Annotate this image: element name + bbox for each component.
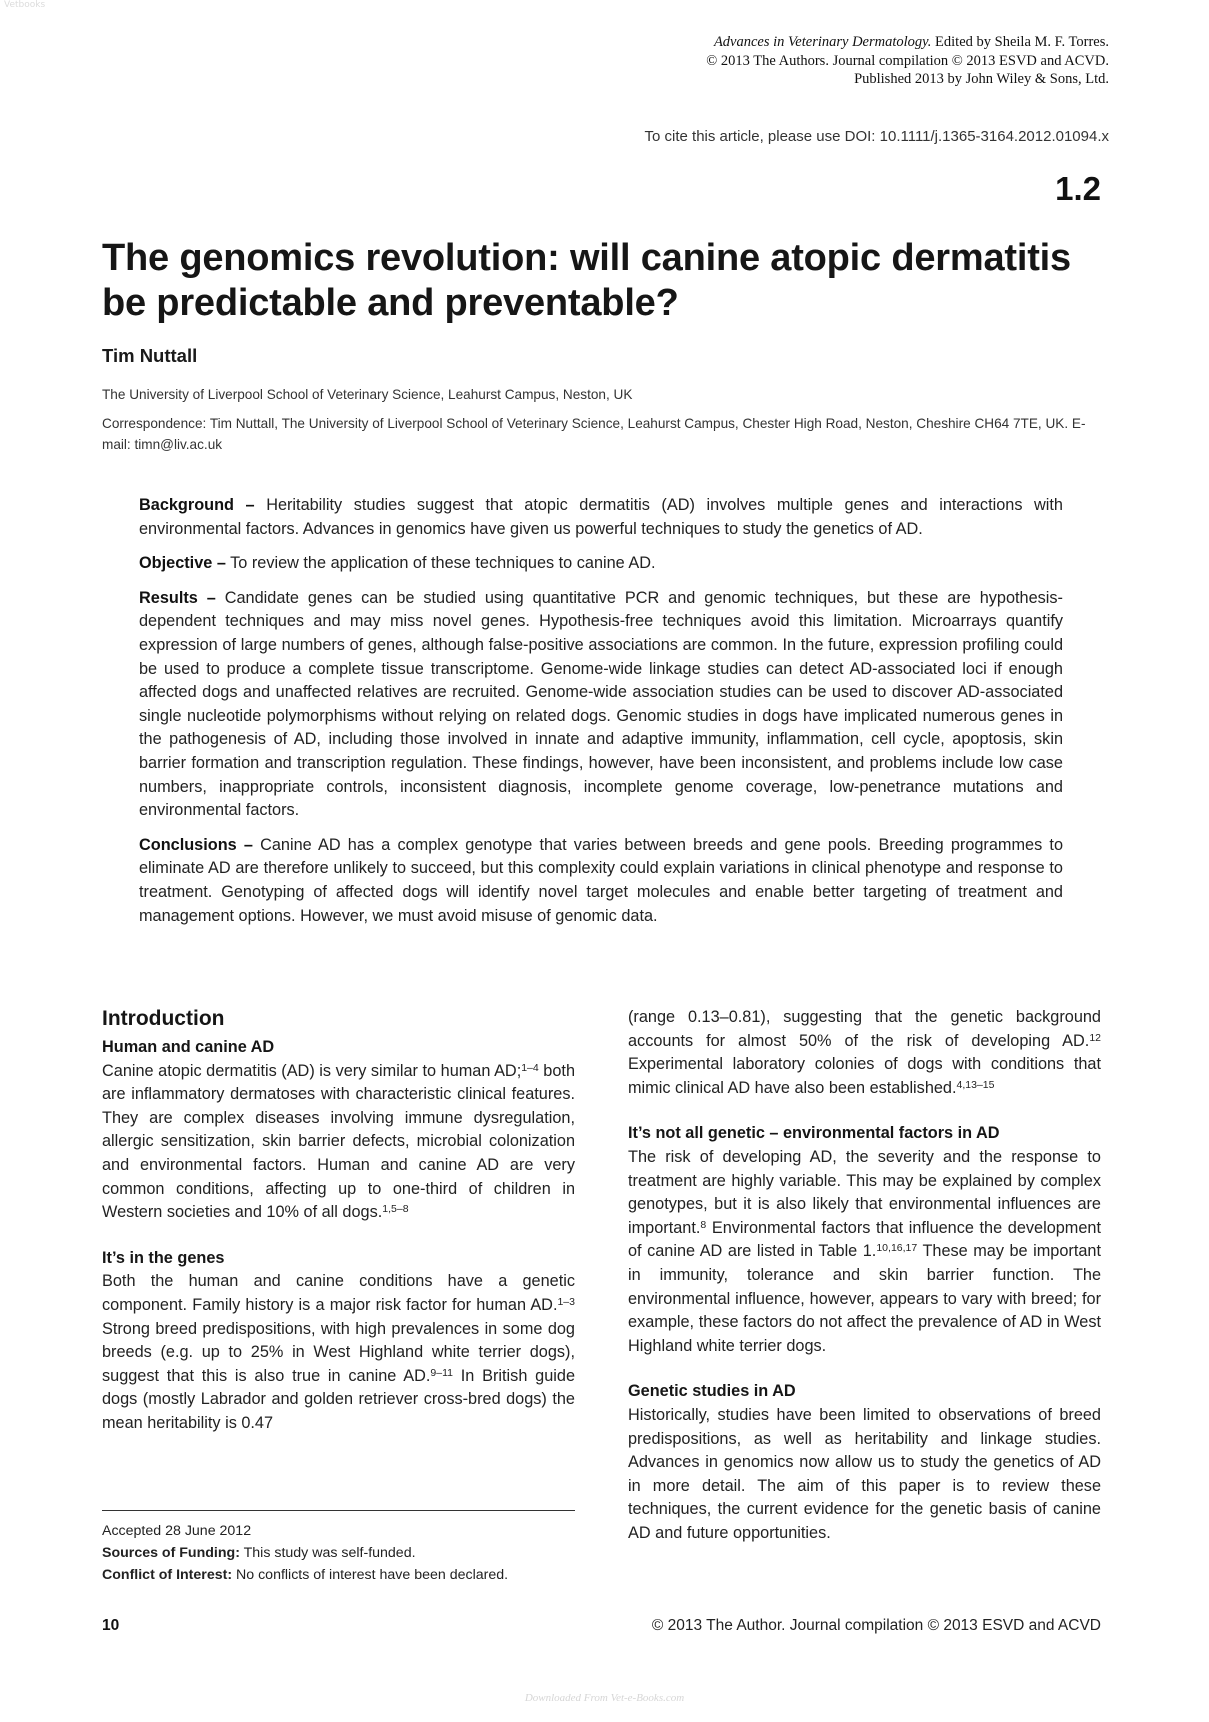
conflict-note xyxy=(102,1564,575,1586)
abstract-results xyxy=(139,587,1063,823)
text: In British guide dogs (mostly Labrador and golden retriever cross-bred dogs) the mean heritability is 0.47 xyxy=(102,1366,575,1432)
title-line-2: be predictable and preventable? xyxy=(102,282,679,324)
funding-text: This study was self-funded. xyxy=(239,1545,416,1561)
left-column xyxy=(102,1004,575,1436)
background-text: Heritability studies suggest that atopic dermatitis (AD) involves multiple genes and interactions with environmental factors. Advances in genomics have given us powerful techniques to study the genetics of AD. xyxy=(139,496,1063,538)
results-text: Candidate genes can be studied using quantitative PCR and genomic techniques, but these are hypothesis-dependent techniques and may miss novel genes. Hypothesis-free techniques avoid this limitation. Microarrays quantify expression of large numbers of genes, although false-positive associations are common. In the future, expression profiling could be used to produce a complete tissue transcriptome. Genome-wide linkage studies can detect AD-associated loci if enough affected dogs and unaffected relatives are recruited. Genome-wide association studies can be used to discover AD-associated single nucleotide polymorphisms without relying on related dogs. Genomic studies in dogs have implicated numerous genes in the pathogenesis of AD, including those involved in innate and adaptive immunity, inflammation, cell cycle, apoptosis, skin barrier formation and transcription regulation. These findings, however, have been inconsistent, and problems include low case numbers, inappropriate controls, inconsistent diagnosis, incomplete genome coverage, low-penetrance mutations and environmental factors. xyxy=(139,588,1063,820)
paragraph-genes xyxy=(102,1270,575,1435)
paragraph-environment xyxy=(628,1146,1101,1358)
title-line-1: The genomics revolution: will canine atopic dermatitis xyxy=(102,237,1071,279)
funding-note xyxy=(102,1542,575,1564)
citation: 8 xyxy=(700,1218,707,1231)
right-column xyxy=(628,1006,1101,1545)
publication-line-2: © 2013 The Authors. Journal compilation © 2013 ESVD and ACVD. xyxy=(706,52,1109,69)
chapter-number: 1.2 xyxy=(1055,170,1101,207)
text: both are inflammatory dermatoses with characteristic clinical features. They are complex diseases involving immune dysregulation, allergic sensitization, skin barrier defects, microbial colonization and environmental factors. Human and canine AD are very common conditions, affecting up to one-third of children in Western societies and 10% of all dogs. xyxy=(102,1061,575,1222)
objective-label: Objective – xyxy=(139,554,226,573)
article-title xyxy=(102,236,1112,326)
text: Strong breed predispositions, with high prevalences in some dog breeds (e.g. up to 25% in West Highland white terrier dogs), suggest that this is also true in canine AD. xyxy=(102,1319,575,1385)
introduction-heading: Introduction xyxy=(102,1007,225,1030)
correspondence: Correspondence: Tim Nuttall, The University of Liverpool School of Veterinary Science, Leahurst Campus, Chester High Road, Neston, Cheshire CH64 7TE, UK. E-mail: timn@liv.ac.uk xyxy=(102,416,1086,452)
citation: 1–3 xyxy=(557,1295,575,1308)
text: These may be important in immunity, tolerance and skin barrier function. The environmental influence, however, appears to vary with breed; for example, these factors do not affect the prevalence of AD in West Highland white terrier dogs. xyxy=(628,1242,1101,1355)
conclusions-text: Canine AD has a complex genotype that varies between breeds and gene pools. Breeding programmes to eliminate AD are therefore unlikely to succeed, but this complexity could explain variations in clinical phenotype and response to treatment. Genotyping of affected dogs will identify novel target molecules and enable better targeting of treatment and management options. However, we must avoid misuse of genomic data. xyxy=(139,835,1063,925)
citation: 12 xyxy=(1089,1031,1101,1044)
conflict-text: No conflicts of interest have been declared. xyxy=(232,1567,509,1583)
paragraph-genetic-studies: Historically, studies have been limited to observations of breed predispositions, as well as heritability and linkage studies. Advances in genomics now allow us to study the genetics of AD in more detail. The aim of this paper is to review these techniques, the current evidence for the genetic basis of canine AD and future opportunities. xyxy=(628,1405,1101,1542)
conflict-label: Conflict of Interest: xyxy=(102,1567,233,1583)
footer-copyright: © 2013 The Author. Journal compilation © 2013 ESVD and ACVD xyxy=(651,1617,1101,1634)
editor-text: Edited by Sheila M. F. Torres. xyxy=(931,34,1109,50)
paragraph-human-canine xyxy=(102,1060,575,1225)
citation: 10,16,17 xyxy=(876,1242,918,1255)
conclusions-label: Conclusions – xyxy=(139,835,253,854)
page-number: 10 xyxy=(102,1617,120,1634)
citation: 4,13–15 xyxy=(956,1078,995,1091)
text: (range 0.13–0.81), suggesting that the genetic background accounts for almost 50% of the risk of developing AD. xyxy=(628,1008,1101,1050)
text: Canine atopic dermatitis (AD) is very similar to human AD; xyxy=(102,1061,522,1080)
author-name: Tim Nuttall xyxy=(102,345,198,366)
environment-heading: It’s not all genetic – environmental factors in AD xyxy=(628,1124,1000,1143)
watermark-bottom: Downloaded From Vet-e-Books.com xyxy=(524,1692,685,1704)
citation: 9–11 xyxy=(430,1366,453,1379)
genetic-studies-heading: Genetic studies in AD xyxy=(628,1382,796,1401)
watermark-top: Vetbooks xyxy=(4,0,46,10)
doi-line: To cite this article, please use DOI: 10.1111/j.1365-3164.2012.01094.x xyxy=(644,128,1109,145)
abstract-objective xyxy=(139,552,1063,576)
text: Environmental factors that influence the development of canine AD are listed in Table 1. xyxy=(628,1218,1101,1261)
objective-text: To review the application of these techniques to canine AD. xyxy=(225,554,656,573)
text: Both the human and canine conditions have a genetic component. Family history is a major risk factor for human AD. xyxy=(102,1272,575,1314)
background-label: Background – xyxy=(139,496,255,514)
affiliation: The University of Liverpool School of Veterinary Science, Leahurst Campus, Neston, UK xyxy=(102,387,633,402)
paragraph-heritability xyxy=(628,1006,1101,1100)
publication-info xyxy=(706,33,1109,89)
accepted-date: Accepted 28 June 2012 xyxy=(102,1523,252,1539)
abstract-conclusions xyxy=(139,834,1063,928)
abstract-background xyxy=(139,494,1063,541)
funding-label: Sources of Funding: xyxy=(102,1545,240,1561)
book-title: Advances in Veterinary Dermatology. xyxy=(713,34,932,50)
abstract xyxy=(139,494,1063,939)
results-label: Results – xyxy=(139,588,216,607)
text: The risk of developing AD, the severity and the response to treatment are highly variable. This may be explained by complex genotypes, but it is also likely that environmental influences are important. xyxy=(628,1147,1101,1237)
footnote xyxy=(102,1520,575,1586)
footnote-divider xyxy=(102,1510,575,1511)
human-canine-heading: Human and canine AD xyxy=(102,1038,275,1056)
publication-line-1 xyxy=(706,33,1109,52)
citation: 1–4 xyxy=(521,1061,539,1074)
citation: 1,5–8 xyxy=(382,1203,409,1216)
publication-line-3: Published 2013 by John Wiley & Sons, Ltd. xyxy=(854,71,1109,87)
genes-heading: It’s in the genes xyxy=(102,1248,225,1267)
text: Experimental laboratory colonies of dogs with conditions that mimic clinical AD have also been established. xyxy=(628,1055,1101,1097)
